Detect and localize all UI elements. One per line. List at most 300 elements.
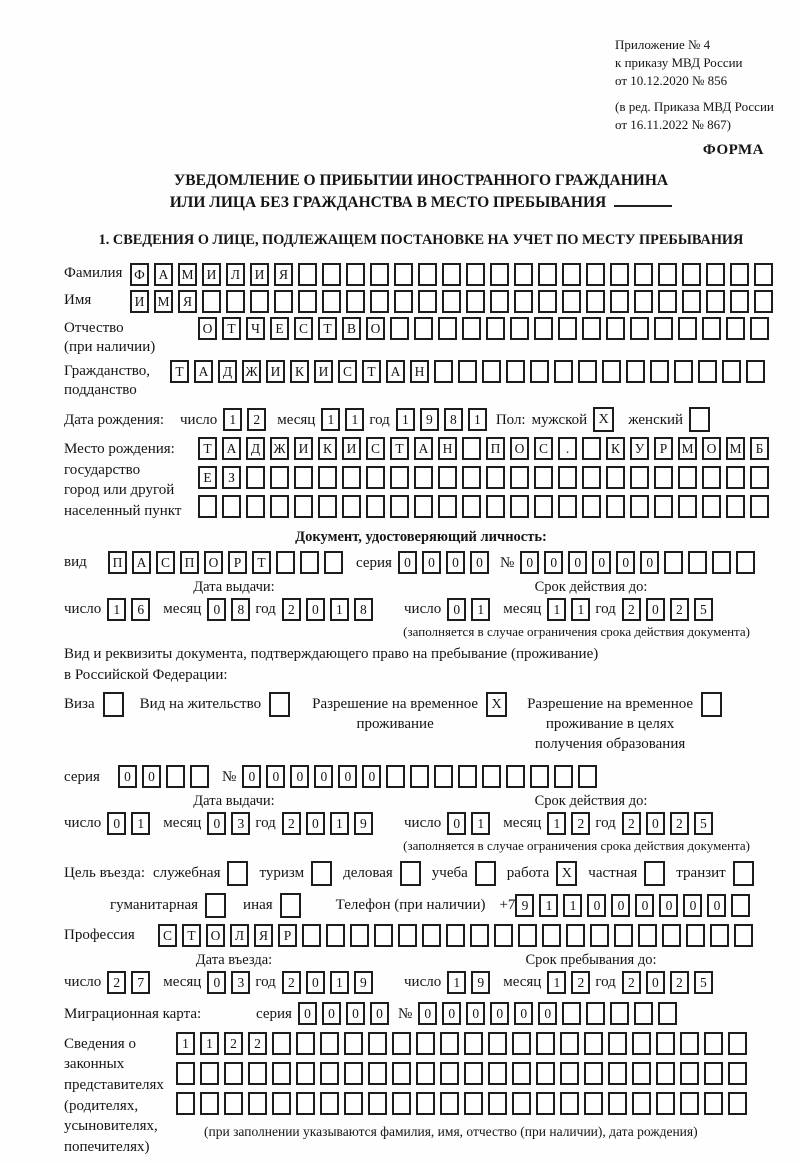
- representatives-block: [64, 1032, 778, 1158]
- char-cell: [466, 263, 485, 286]
- char-cell: Р: [654, 437, 673, 460]
- char-cell: [730, 263, 749, 286]
- char-cell: [656, 1062, 675, 1085]
- char-cell: С: [158, 924, 177, 947]
- char-cell: [558, 466, 577, 489]
- char-cell: 0: [242, 765, 261, 788]
- phone-label: Телефон (при наличии): [335, 896, 486, 913]
- char-cell: [322, 290, 341, 313]
- char-cell: [514, 263, 533, 286]
- char-cell: 0: [683, 894, 702, 917]
- char-cell: [462, 437, 481, 460]
- char-cell: 2: [282, 598, 301, 621]
- text-line: (в ред. Приказа МВД России: [615, 98, 774, 114]
- char-cell: П: [108, 551, 127, 574]
- char-cell: О: [366, 317, 385, 340]
- char-cell: 0: [442, 1002, 461, 1025]
- char-cell: [416, 1032, 435, 1055]
- checkbox-purpose-tourism: [311, 861, 332, 886]
- char-cell: [368, 1032, 387, 1055]
- identity-kind-cells: [108, 551, 348, 574]
- char-cell: 2: [282, 971, 301, 994]
- char-cell: [560, 1062, 579, 1085]
- char-cell: 0: [107, 812, 126, 835]
- char-cell: [296, 1092, 315, 1115]
- char-cell: И: [202, 263, 221, 286]
- char-cell: Ж: [242, 360, 261, 383]
- year-label: год: [255, 601, 276, 618]
- char-cell: [560, 1092, 579, 1115]
- checkbox-purpose-study: [475, 861, 496, 886]
- char-cell: [250, 290, 269, 313]
- text-line: (родителях,: [64, 1097, 139, 1114]
- patronymic-label: [64, 317, 198, 357]
- char-cell: 0: [707, 894, 726, 917]
- representatives-cells-2: [176, 1062, 752, 1085]
- char-cell: [226, 290, 245, 313]
- text-line: город или другой: [64, 482, 175, 499]
- char-cell: [318, 466, 337, 489]
- form-title-line1: УВЕДОМЛЕНИЕ О ПРИБЫТИИ ИНОСТРАННОГО ГРАЖДАНИНА: [173, 171, 669, 189]
- migration-series-label: серия: [256, 1006, 292, 1023]
- purpose-official-label: служебная: [152, 864, 221, 881]
- purpose-humanitarian: [110, 893, 226, 918]
- identity-date-headings: [64, 579, 778, 596]
- char-cell: 0: [207, 971, 226, 994]
- residence-valid-heading: Срок действия до:: [534, 792, 648, 809]
- char-cell: [562, 290, 581, 313]
- char-cell: 0: [447, 812, 466, 835]
- char-cell: [584, 1092, 603, 1115]
- char-cell: 8: [354, 598, 373, 621]
- purpose-business-label: деловая: [343, 864, 393, 881]
- residence-number-cells: [242, 765, 602, 788]
- char-cell: [482, 765, 501, 788]
- char-cell: [416, 1062, 435, 1085]
- char-cell: [440, 1092, 459, 1115]
- char-cell: [410, 765, 429, 788]
- char-cell: Т: [170, 360, 189, 383]
- char-cell: 1: [223, 408, 242, 431]
- char-cell: [440, 1032, 459, 1055]
- char-cell: [392, 1062, 411, 1085]
- char-cell: [704, 1092, 723, 1115]
- char-cell: 0: [635, 894, 654, 917]
- char-cell: [414, 466, 433, 489]
- char-cell: И: [314, 360, 333, 383]
- char-cell: [512, 1032, 531, 1055]
- char-cell: [350, 924, 369, 947]
- text-line: государство: [64, 461, 141, 478]
- purpose-private: [588, 861, 665, 886]
- char-cell: 2: [670, 598, 689, 621]
- char-cell: 1: [330, 971, 349, 994]
- char-cell: [392, 1092, 411, 1115]
- day-label: число: [404, 974, 442, 991]
- char-cell: С: [366, 437, 385, 460]
- char-cell: [554, 765, 573, 788]
- char-cell: 0: [544, 551, 563, 574]
- char-cell: И: [294, 437, 313, 460]
- char-cell: 0: [646, 971, 665, 994]
- char-cell: 1: [571, 598, 590, 621]
- char-cell: [658, 263, 677, 286]
- residence-intro-line2: в Российской Федерации:: [64, 666, 228, 683]
- citizenship-cells: [170, 360, 770, 383]
- birth-place-row-1: [198, 437, 774, 460]
- char-cell: 2: [571, 812, 590, 835]
- char-cell: [300, 551, 319, 574]
- option-visa: [64, 692, 124, 717]
- representatives-cells-block: [176, 1032, 752, 1158]
- representatives-row-1: [176, 1032, 752, 1055]
- char-cell: [270, 466, 289, 489]
- char-cell: [438, 317, 457, 340]
- char-cell: [584, 1032, 603, 1055]
- char-cell: [324, 551, 343, 574]
- char-cell: [534, 495, 553, 518]
- identity-valid-month-cells: [547, 598, 595, 621]
- char-cell: 1: [471, 598, 490, 621]
- surname-row: [64, 263, 778, 286]
- char-cell: Т: [198, 437, 217, 460]
- char-cell: 0: [646, 812, 665, 835]
- char-cell: [626, 360, 645, 383]
- char-cell: Б: [750, 437, 769, 460]
- residence-dates-row: [64, 812, 778, 835]
- char-cell: [722, 360, 741, 383]
- char-cell: [630, 317, 649, 340]
- char-cell: [486, 466, 505, 489]
- day-label: число: [64, 815, 102, 832]
- char-cell: [246, 495, 265, 518]
- year-label: год: [595, 974, 616, 991]
- char-cell: [298, 290, 317, 313]
- char-cell: [274, 290, 293, 313]
- char-cell: [654, 317, 673, 340]
- char-cell: [686, 924, 705, 947]
- residence-issue-group: [64, 812, 404, 835]
- char-cell: [726, 495, 745, 518]
- forma-label: ФОРМА: [702, 141, 764, 158]
- char-cell: 0: [314, 765, 333, 788]
- option-temporary-residence-label: [312, 692, 478, 735]
- char-cell: [542, 924, 561, 947]
- entry-heading: Дата въезда:: [195, 951, 273, 968]
- char-cell: [682, 263, 701, 286]
- stay-month-cells: [547, 971, 595, 994]
- option-visa-label: [64, 692, 95, 714]
- char-cell: [224, 1092, 243, 1115]
- checkbox-temporary-residence-education: [701, 692, 722, 717]
- char-cell: С: [338, 360, 357, 383]
- char-cell: 0: [447, 598, 466, 621]
- birth-place-block: [64, 437, 778, 524]
- char-cell: [494, 924, 513, 947]
- char-cell: 1: [468, 408, 487, 431]
- surname-label: Фамилия: [64, 264, 123, 281]
- char-cell: Н: [410, 360, 429, 383]
- birth-place-cells-block: [198, 437, 774, 524]
- month-label: месяц: [503, 815, 542, 832]
- char-cell: Е: [270, 317, 289, 340]
- birth-place-cells-1: [198, 437, 774, 460]
- char-cell: [296, 1032, 315, 1055]
- char-cell: [734, 924, 753, 947]
- char-cell: 0: [322, 1002, 341, 1025]
- residence-issue-month-cells: [207, 812, 255, 835]
- char-cell: 1: [330, 598, 349, 621]
- char-cell: [414, 317, 433, 340]
- char-cell: [368, 1062, 387, 1085]
- purpose-study: [432, 861, 496, 886]
- purpose-transit: [676, 861, 753, 886]
- char-cell: 0: [207, 812, 226, 835]
- char-cell: 0: [514, 1002, 533, 1025]
- char-cell: [512, 1062, 531, 1085]
- migration-card-label: Миграционная карта:: [64, 1006, 202, 1023]
- text-line: проживание: [356, 716, 434, 733]
- char-cell: 0: [611, 894, 630, 917]
- char-cell: [698, 360, 717, 383]
- text-line: Виза: [64, 695, 95, 712]
- char-cell: К: [318, 437, 337, 460]
- char-cell: [344, 1032, 363, 1055]
- char-cell: [658, 290, 677, 313]
- purpose-work: [507, 861, 578, 886]
- char-cell: [442, 290, 461, 313]
- text-line: законных: [64, 1056, 125, 1073]
- birth-day-cells: [223, 408, 271, 431]
- form-title: [64, 170, 778, 215]
- residence-valid-month-cells: [547, 812, 595, 835]
- char-cell: [702, 317, 721, 340]
- purpose-private-label: частная: [588, 864, 638, 881]
- visit-purpose-label: Цель въезда:: [64, 864, 145, 881]
- char-cell: [198, 495, 217, 518]
- identity-valid-year-cells: [622, 598, 718, 621]
- text-line: проживание в целях: [545, 716, 675, 733]
- char-cell: [586, 263, 605, 286]
- char-cell: [731, 894, 750, 917]
- form-title-line2: [64, 192, 778, 214]
- text-line: Место рождения:: [64, 440, 175, 457]
- char-cell: [506, 765, 525, 788]
- citizenship-label: [64, 360, 170, 400]
- char-cell: Т: [252, 551, 271, 574]
- char-cell: [582, 317, 601, 340]
- identity-validity-note: (заполняется в случае ограничения срока действия документа): [403, 623, 750, 639]
- char-cell: [506, 360, 525, 383]
- stay-heading: Срок пребывания до:: [525, 951, 657, 968]
- option-residence-permit: [140, 692, 290, 717]
- char-cell: В: [342, 317, 361, 340]
- char-cell: [320, 1032, 339, 1055]
- residence-issue-heading: Дата выдачи:: [193, 792, 275, 809]
- char-cell: 2: [670, 971, 689, 994]
- birth-date-label: Дата рождения:: [64, 412, 165, 429]
- char-cell: [512, 1092, 531, 1115]
- char-cell: [510, 317, 529, 340]
- month-label: месяц: [503, 974, 542, 991]
- char-cell: Т: [390, 437, 409, 460]
- char-cell: А: [414, 437, 433, 460]
- char-cell: [754, 263, 773, 286]
- char-cell: [294, 466, 313, 489]
- char-cell: [754, 290, 773, 313]
- checkbox-purpose-official: [227, 861, 248, 886]
- char-cell: Р: [278, 924, 297, 947]
- char-cell: [562, 1002, 581, 1025]
- representatives-label: [64, 1032, 176, 1158]
- day-label: число: [404, 601, 442, 618]
- char-cell: [632, 1032, 651, 1055]
- char-cell: 0: [640, 551, 659, 574]
- text-line: от 16.11.2022 № 867): [615, 116, 732, 132]
- char-cell: [634, 1002, 653, 1025]
- char-cell: [602, 360, 621, 383]
- residence-intro-line1: Вид и реквизиты документа, подтверждающего право на пребывание (проживание): [64, 645, 599, 662]
- char-cell: [190, 765, 209, 788]
- char-cell: 2: [622, 598, 641, 621]
- year-label: год: [255, 815, 276, 832]
- residence-valid-day-cells: [447, 812, 495, 835]
- char-cell: [294, 495, 313, 518]
- char-cell: 2: [247, 408, 266, 431]
- char-cell: 0: [587, 894, 606, 917]
- char-cell: 0: [659, 894, 678, 917]
- char-cell: К: [606, 437, 625, 460]
- header-reference: [615, 36, 778, 134]
- residence-options-row: [64, 692, 778, 755]
- char-cell: [326, 924, 345, 947]
- entry-month-cells: [207, 971, 255, 994]
- char-cell: 0: [568, 551, 587, 574]
- char-cell: [702, 495, 721, 518]
- representatives-row-3: [176, 1092, 752, 1115]
- char-cell: [224, 1062, 243, 1085]
- checkbox-purpose-humanitarian: [205, 893, 226, 918]
- checkbox-purpose-private: [644, 861, 665, 886]
- char-cell: [386, 765, 405, 788]
- migration-series-cells: [298, 1002, 394, 1025]
- char-cell: 0: [490, 1002, 509, 1025]
- char-cell: [632, 1062, 651, 1085]
- char-cell: [682, 290, 701, 313]
- year-label: год: [255, 974, 276, 991]
- char-cell: Н: [438, 437, 457, 460]
- visit-purpose-row-1: [64, 861, 778, 886]
- month-label: месяц: [503, 601, 542, 618]
- month-label: месяц: [163, 815, 202, 832]
- identity-number-label: №: [499, 555, 515, 572]
- entry-date-headings: [64, 952, 778, 969]
- char-cell: 3: [231, 812, 250, 835]
- char-cell: [392, 1032, 411, 1055]
- char-cell: [606, 317, 625, 340]
- birth-place-row-2: [198, 466, 774, 489]
- char-cell: 0: [207, 598, 226, 621]
- purpose-tourism: [259, 861, 332, 886]
- char-cell: [486, 495, 505, 518]
- given-name-cells: [130, 290, 778, 313]
- char-cell: [534, 317, 553, 340]
- char-cell: [470, 924, 489, 947]
- char-cell: Я: [274, 263, 293, 286]
- char-cell: [630, 466, 649, 489]
- char-cell: С: [534, 437, 553, 460]
- char-cell: [320, 1062, 339, 1085]
- char-cell: 2: [622, 812, 641, 835]
- birth-month-cells: [321, 408, 369, 431]
- identity-series-label: серия: [356, 555, 392, 572]
- char-cell: 8: [231, 598, 250, 621]
- char-cell: [726, 466, 745, 489]
- char-cell: [678, 317, 697, 340]
- char-cell: [590, 924, 609, 947]
- birth-place-label: [64, 437, 198, 522]
- char-cell: [272, 1032, 291, 1055]
- sex-male-label: мужской: [531, 412, 588, 429]
- char-cell: [534, 466, 553, 489]
- char-cell: [514, 290, 533, 313]
- identity-issue-day-cells: [107, 598, 155, 621]
- char-cell: 0: [306, 812, 325, 835]
- char-cell: [394, 263, 413, 286]
- char-cell: И: [266, 360, 285, 383]
- residence-series-cells: [118, 765, 214, 788]
- text-line: к приказу МВД России: [615, 55, 743, 71]
- char-cell: А: [154, 263, 173, 286]
- char-cell: [342, 495, 361, 518]
- char-cell: Т: [222, 317, 241, 340]
- char-cell: М: [178, 263, 197, 286]
- char-cell: 1: [107, 598, 126, 621]
- char-cell: О: [510, 437, 529, 460]
- birth-place-row-3: [198, 495, 774, 518]
- char-cell: 2: [224, 1032, 243, 1055]
- identity-dates-row: [64, 598, 778, 621]
- purpose-other: [243, 893, 301, 918]
- char-cell: С: [294, 317, 313, 340]
- char-cell: [272, 1092, 291, 1115]
- char-cell: [750, 495, 769, 518]
- day-label: число: [404, 815, 442, 832]
- text-line: представителях: [64, 1077, 164, 1093]
- char-cell: И: [342, 437, 361, 460]
- birth-month-label: месяц: [277, 412, 316, 429]
- char-cell: А: [222, 437, 241, 460]
- entry-year-cells: [282, 971, 378, 994]
- purpose-tourism-label: туризм: [259, 864, 305, 881]
- char-cell: [296, 1062, 315, 1085]
- profession-cells: [158, 924, 758, 947]
- checkbox-residence-permit: [269, 692, 290, 717]
- char-cell: 8: [444, 408, 463, 431]
- char-cell: [510, 495, 529, 518]
- entry-day-cells: [107, 971, 155, 994]
- residence-validity-note: (заполняется в случае ограничения срока действия документа): [403, 837, 750, 853]
- char-cell: [344, 1062, 363, 1085]
- char-cell: И: [250, 263, 269, 286]
- citizenship-label-line1: Гражданство,: [64, 363, 151, 380]
- char-cell: [728, 1032, 747, 1055]
- char-cell: [688, 551, 707, 574]
- identity-issue-month-cells: [207, 598, 255, 621]
- char-cell: [390, 317, 409, 340]
- char-cell: [610, 263, 629, 286]
- char-cell: [248, 1062, 267, 1085]
